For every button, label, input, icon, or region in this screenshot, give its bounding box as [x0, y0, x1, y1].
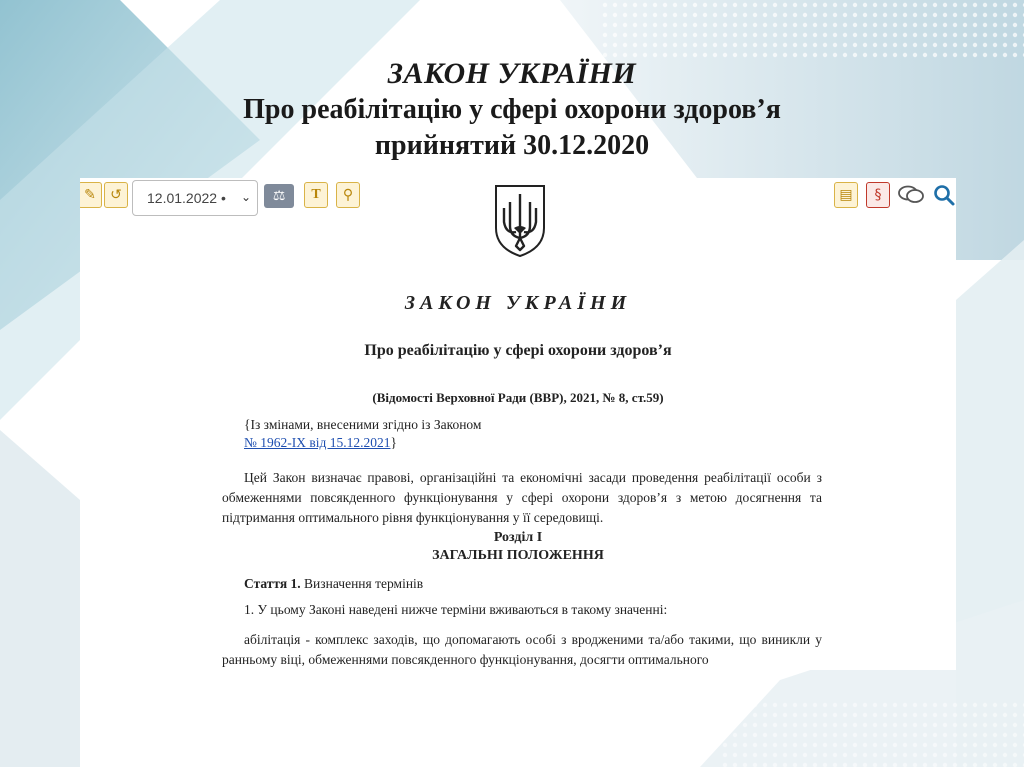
- coat-of-arms-icon: [492, 182, 548, 258]
- article-title: Визначення термінів: [304, 576, 424, 591]
- documents-icon[interactable]: ▤: [834, 182, 858, 208]
- comments-icon[interactable]: [898, 184, 924, 206]
- edit-icon[interactable]: ✎: [80, 182, 102, 208]
- amendments-prefix: {Із змінами, внесеними згідно із Законом: [244, 417, 482, 432]
- section-number: Розділ I: [493, 530, 543, 545]
- slide-title-line2: Про реабілітацію у сфері охорони здоров’я: [243, 94, 781, 125]
- article-label: Стаття 1.: [244, 576, 301, 591]
- chevron-down-icon: ⌄: [240, 190, 251, 204]
- paragraph-icon[interactable]: §: [866, 182, 890, 208]
- scales-icon[interactable]: ⚖: [264, 184, 294, 208]
- slide-title: [0, 56, 1024, 164]
- paragraph-1: 1. У цьому Законі наведені нижче терміни вживаються в такому значенні:: [244, 602, 668, 617]
- amendment-law-link[interactable]: № 1962-IX від 15.12.2021: [244, 435, 391, 450]
- history-icon[interactable]: ↺: [104, 182, 128, 208]
- slide-title-line3: прийнятий 30.12.2020: [374, 130, 650, 161]
- amendments-suffix: }: [390, 435, 397, 450]
- document-source: (Відомості Верховної Ради (ВВР), 2021, № 8, ст.59): [372, 390, 664, 405]
- section-title: ЗАГАЛЬНІ ПОЛОЖЕННЯ: [432, 548, 604, 563]
- document-title: ЗАКОН УКРАЇНИ: [404, 292, 632, 314]
- date-select-value: 12.01.2022 •: [147, 190, 226, 206]
- paragraph-2: абілітація - комплекс заходів, що допомагають особі з вродженими та/або такими, що виникли у ранньому віці, обмеженнями повсякденного функціонування, досягти оптимального: [222, 632, 822, 667]
- link-icon[interactable]: ⚲: [336, 182, 360, 208]
- document-screenshot: [80, 178, 956, 670]
- slide-title-line1: ЗАКОН УКРАЇНИ: [387, 57, 637, 90]
- article-heading: [244, 576, 744, 592]
- search-icon[interactable]: [932, 183, 956, 207]
- amendments-note: [244, 416, 644, 452]
- document-subtitle: Про реабілітацію у сфері охорони здоров’я: [364, 342, 672, 359]
- date-select[interactable]: [132, 180, 258, 216]
- text-icon[interactable]: T: [304, 182, 328, 208]
- preamble-text: Цей Закон визначає правові, організаційні та економічні засади проведення реабілітації особи з обмеженнями повсякденного функціонування у сфері охорони здоров’я з метою досягнення та підтримання оптимального рівня функціонування у її середовищі.: [222, 470, 822, 525]
